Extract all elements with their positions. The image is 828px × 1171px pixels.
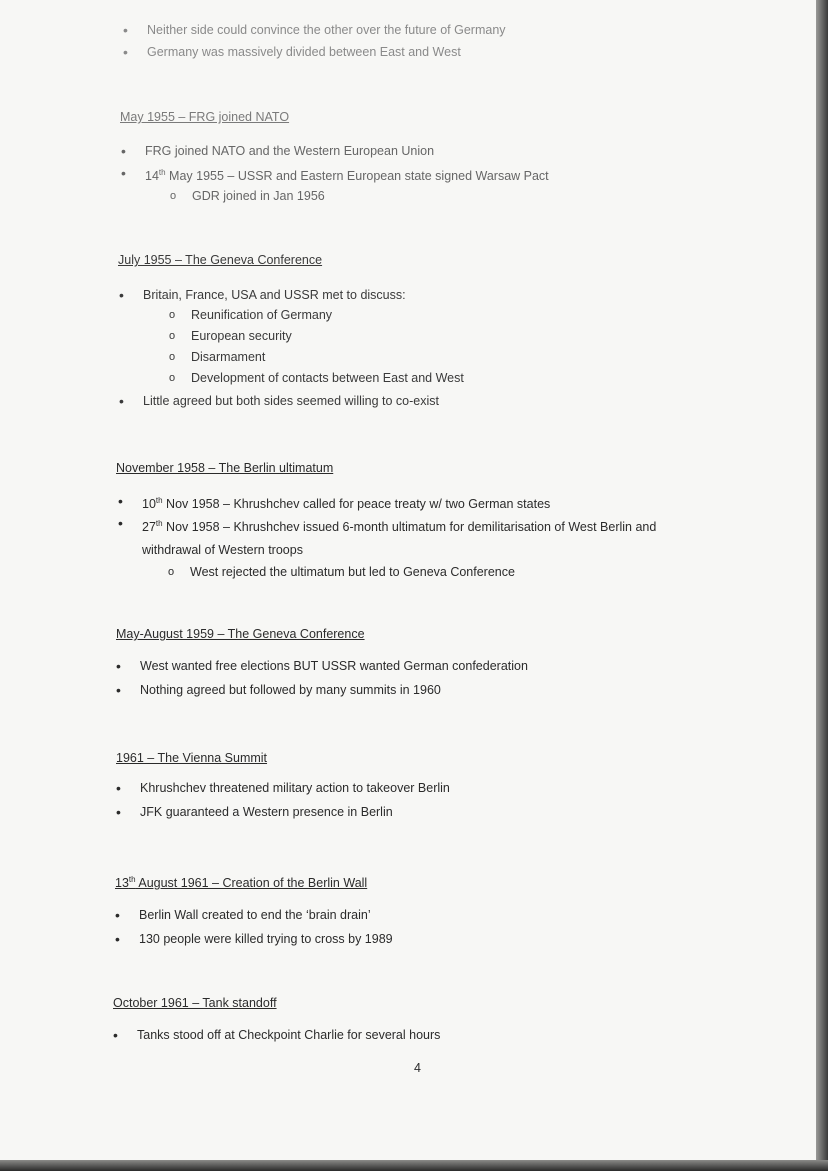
list-item [143,391,464,411]
bullet-text: Khrushchev threatened military action to takeover Berlin [140,781,450,795]
bullet-text: Nothing agreed but followed by many summits in 1960 [140,683,441,697]
list-item [142,512,702,582]
sub-list-item: o Disarmament [191,347,464,368]
section-bullet-list [140,778,450,822]
sub-list-item: o West rejected the ultimatum but led to Geneva Conference [190,562,702,582]
bullet-text: FRG joined NATO and the Western European Union [145,144,435,158]
bullet-text: 130 people were killed trying to cross by 1989 [139,932,393,946]
list-item [145,163,549,206]
list-item [143,285,464,389]
sub-bullet-list [191,305,464,389]
list-item [140,802,450,822]
list-item [140,656,528,680]
list-item [139,929,393,949]
bullet-text: 27th Nov 1958 – Khrushchev issued 6-month ultimatum for demilitarisation of West Berlin and withdrawal of Western troops [142,519,657,558]
list-item [147,20,506,42]
sub-list-item: o Development of contacts between East and West [191,368,464,389]
list-item [145,141,549,163]
section-bullet-list [143,285,464,411]
bullet-text: Neither side could convince the other over the future of Germany [147,23,506,37]
bullet-text: JFK guaranteed a Western presence in Berlin [140,805,393,819]
section-bullet-list [139,905,393,949]
list-item [140,680,528,700]
sub-list-item: o Reunification of Germany [191,305,464,326]
bullet-text: Little agreed but both sides seemed willing to co-exist [143,394,439,408]
list-item [147,42,506,64]
sub-list-item: o GDR joined in Jan 1956 [192,186,549,206]
section-heading: July 1955 – The Geneva Conference [118,253,323,267]
bullet-text: West wanted free elections BUT USSR wanted German confederation [140,659,528,673]
section-bullet-list [145,141,549,206]
bullet-text: Germany was massively divided between East and West [147,45,461,59]
section-heading: November 1958 – The Berlin ultimatum [116,461,334,475]
section-heading: 1961 – The Vienna Summit [116,751,268,765]
list-item [137,1025,440,1045]
page-number: 4 [414,1061,421,1075]
sub-bullet-list [190,562,702,582]
bullet-text: 14th May 1955 – USSR and Eastern European state signed Warsaw Pact [145,168,549,184]
intro-bullet-list [147,20,506,64]
bullet-text: Berlin Wall created to end the ‘brain drain’ [139,908,371,922]
list-item [142,491,702,512]
section-heading: May 1955 – FRG joined NATO [120,110,290,124]
section-bullet-list [137,1025,440,1045]
sub-bullet-list [192,186,549,206]
section-heading: May-August 1959 – The Geneva Conference [116,627,365,641]
scan-edge-bottom [0,1160,828,1171]
scan-edge-right [816,0,828,1171]
section-heading: October 1961 – Tank standoff [113,996,277,1010]
sub-list-item: o European security [191,326,464,347]
list-item [140,778,450,802]
bullet-text: Tanks stood off at Checkpoint Charlie for several hours [137,1028,441,1042]
section-bullet-list [140,656,528,700]
bullet-text: Britain, France, USA and USSR met to discuss: [143,288,406,302]
section-bullet-list [142,491,702,582]
bullet-text: 10th Nov 1958 – Khrushchev called for peace treaty w/ two German states [142,496,551,512]
section-heading: 13th August 1961 – Creation of the Berlin Wall [115,875,368,891]
list-item [139,905,393,929]
